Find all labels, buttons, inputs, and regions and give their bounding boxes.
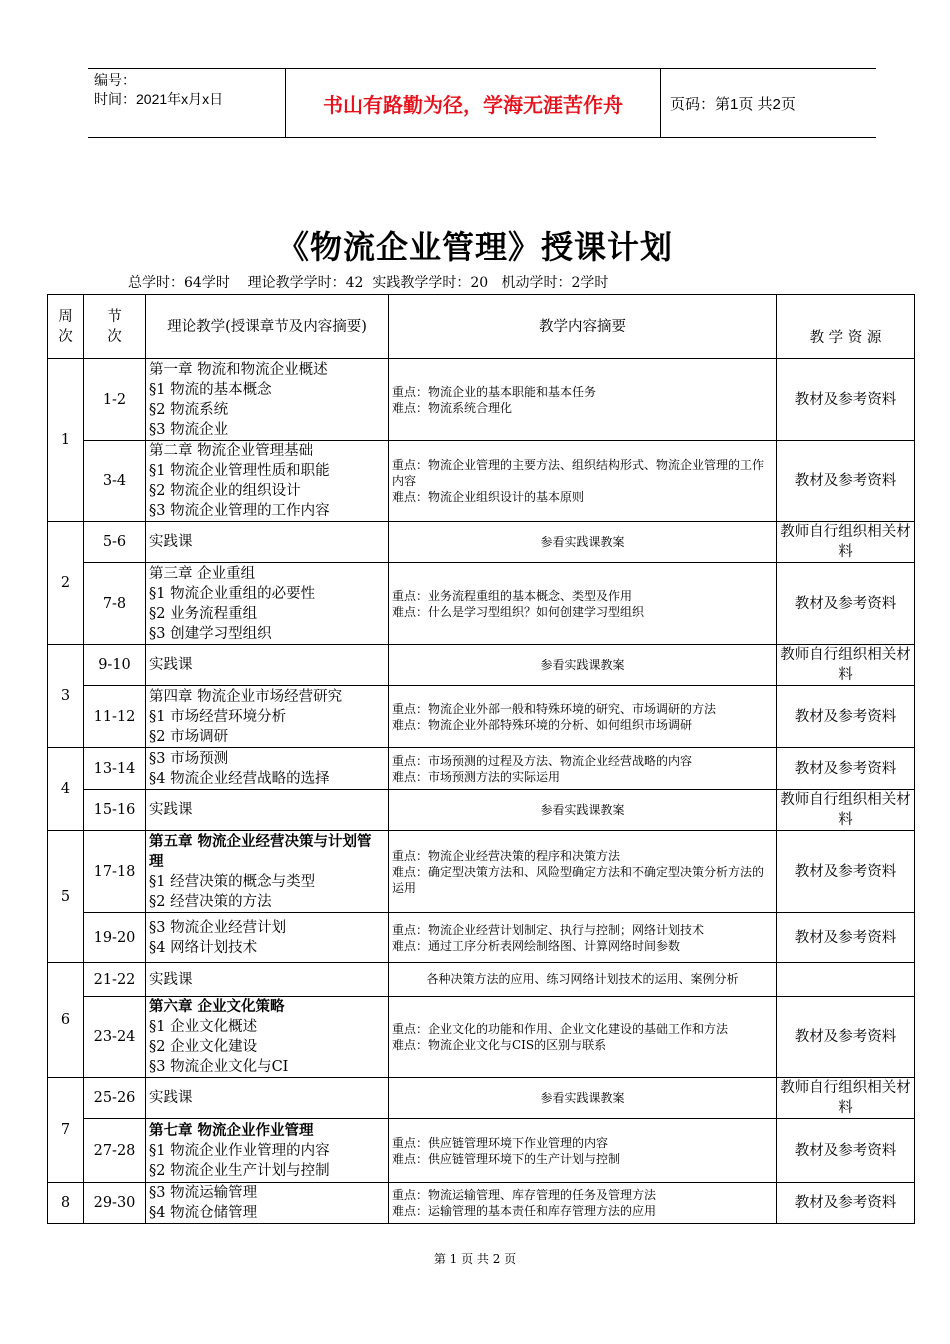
theory-cell: 实践课	[146, 790, 389, 831]
table-row	[48, 563, 915, 645]
summary-cell: 重点：物流企业经营计划制定、执行与控制；网络计划技术 难点：通过工序分析表网绘制络图、计算网络时间参数	[389, 913, 777, 963]
section-cell: 9-10	[84, 645, 146, 686]
table-row	[48, 963, 915, 997]
section-cell: 11-12	[84, 686, 146, 748]
resources-cell: 教材及参考资料	[777, 913, 915, 963]
theory-cell: 实践课	[146, 522, 389, 563]
week-cell: 1	[48, 359, 84, 522]
resources-cell: 教材及参考资料	[777, 831, 915, 913]
summary-cell: 重点：业务流程重组的基本概念、类型及作用 难点：什么是学习型组织？如何创建学习型组织	[389, 563, 777, 645]
theory-cell: 实践课	[146, 1078, 389, 1119]
header-section: 节 次	[84, 295, 146, 359]
summary-cell: 重点：市场预测的过程及方法、物流企业经营战略的内容 难点：市场预测方法的实际运用	[389, 748, 777, 790]
header-page-number: 页码：第1页 共2页	[670, 95, 796, 113]
section-cell: 15-16	[84, 790, 146, 831]
summary-cell: 参看实践课教案	[389, 1078, 777, 1119]
theory-cell: 实践课	[146, 645, 389, 686]
resources-cell	[777, 963, 915, 997]
section-cell: 17-18	[84, 831, 146, 913]
table-row	[48, 831, 915, 913]
theory-cell: 第三章 企业重组 §1 物流企业重组的必要性 §2 业务流程重组 §3 创建学习型组织	[146, 563, 389, 645]
theory-cell: §3 物流运输管理 §4 物流仓储管理	[146, 1183, 389, 1224]
section-cell: 5-6	[84, 522, 146, 563]
summary-cell: 重点：物流企业经营决策的程序和决策方法 难点：确定型决策方法和、风险型确定方法和不确定型决策分析方法的运用	[389, 831, 777, 913]
table-header-row	[48, 295, 915, 359]
section-cell: 29-30	[84, 1183, 146, 1224]
header-resources: 教 学 资 源	[777, 295, 915, 359]
section-cell: 27-28	[84, 1119, 146, 1183]
table-row	[48, 997, 915, 1078]
table-row	[48, 359, 915, 441]
resources-cell: 教材及参考资料	[777, 563, 915, 645]
resources-cell: 教材及参考资料	[777, 748, 915, 790]
summary-cell: 参看实践课教案	[389, 522, 777, 563]
section-cell: 25-26	[84, 1078, 146, 1119]
week-cell: 7	[48, 1078, 84, 1183]
resources-cell: 教材及参考资料	[777, 997, 915, 1078]
week-cell: 4	[48, 748, 84, 831]
theory-cell: 第四章 物流企业市场经营研究 §1 市场经营环境分析 §2 市场调研	[146, 686, 389, 748]
page-title: 《物流企业管理》授课计划	[276, 228, 673, 266]
section-cell: 21-22	[84, 963, 146, 997]
table-row	[48, 790, 915, 831]
header-meta	[88, 69, 286, 137]
hours-summary: 总学时：64学时 理论教学学时：42 实践教学学时：20 机动学时：2学时	[128, 275, 609, 291]
summary-cell: 参看实践课教案	[389, 645, 777, 686]
table-row	[48, 748, 915, 790]
teaching-plan-table	[47, 294, 915, 1224]
section-cell: 1-2	[84, 359, 146, 441]
resources-cell: 教师自行组织相关材料	[777, 645, 915, 686]
table-row	[48, 913, 915, 963]
section-cell: 13-14	[84, 748, 146, 790]
resources-cell: 教师自行组织相关材料	[777, 1078, 915, 1119]
table-row	[48, 645, 915, 686]
week-cell: 2	[48, 522, 84, 645]
header-motto: 书山有路勤为径，学海无涯苦作舟	[286, 69, 661, 137]
resources-cell: 教师自行组织相关材料	[777, 790, 915, 831]
document-header	[88, 68, 876, 138]
section-cell: 7-8	[84, 563, 146, 645]
header-week: 周 次	[48, 295, 84, 359]
resources-cell: 教师自行组织相关材料	[777, 522, 915, 563]
summary-cell: 重点：物流运输管理、库存管理的任务及管理方法 难点：运输管理的基本责任和库存管理方法的应用	[389, 1183, 777, 1224]
resources-cell: 教材及参考资料	[777, 359, 915, 441]
page-footer: 第 1 页 共 2 页	[433, 1252, 517, 1266]
summary-cell: 参看实践课教案	[389, 790, 777, 831]
theory-cell: 第五章 物流企业经营决策与计划管理 §1 经营决策的概念与类型 §2 经营决策的方法	[146, 831, 389, 913]
summary-cell: 重点：企业文化的功能和作用、企业文化建设的基础工作和方法 难点：物流企业文化与CIS的区别与联系	[389, 997, 777, 1078]
resources-cell: 教材及参考资料	[777, 1119, 915, 1183]
table-row	[48, 441, 915, 522]
table-row	[48, 1119, 915, 1183]
section-cell: 19-20	[84, 913, 146, 963]
resources-cell: 教材及参考资料	[777, 1183, 915, 1224]
week-cell: 5	[48, 831, 84, 963]
summary-cell: 各种决策方法的应用、练习网络计划技术的运用、案例分析	[389, 963, 777, 997]
chapter-title: 第七章 物流企业作业管理	[149, 1121, 314, 1139]
theory-cell: 第七章 物流企业作业管理 §1 物流企业作业管理的内容 §2 物流企业生产计划与控制	[146, 1119, 389, 1183]
chapter-title: 第五章 物流企业经营决策与计划管理	[149, 832, 372, 870]
summary-cell: 重点：物流企业的基本职能和基本任务 难点：物流系统合理化	[389, 359, 777, 441]
week-cell: 3	[48, 645, 84, 748]
summary-cell: 重点：供应链管理环境下作业管理的内容 难点：供应链管理环境下的生产计划与控制	[389, 1119, 777, 1183]
header-summary: 教学内容摘要	[389, 295, 777, 359]
theory-cell: §3 物流企业经营计划 §4 网络计划技术	[146, 913, 389, 963]
table-row	[48, 686, 915, 748]
theory-cell: 第六章 企业文化策略 §1 企业文化概述 §2 企业文化建设 §3 物流企业文化与CI	[146, 997, 389, 1078]
table-row	[48, 522, 915, 563]
resources-cell: 教材及参考资料	[777, 686, 915, 748]
week-cell: 6	[48, 963, 84, 1078]
theory-cell: §3 市场预测 §4 物流企业经营战略的选择	[146, 748, 389, 790]
theory-cell: 第一章 物流和物流企业概述 §1 物流的基本概念 §2 物流系统 §3 物流企业	[146, 359, 389, 441]
table-row	[48, 1078, 915, 1119]
resources-cell: 教材及参考资料	[777, 441, 915, 522]
section-cell: 23-24	[84, 997, 146, 1078]
header-theory: 理论教学(授课章节及内容摘要)	[146, 295, 389, 359]
summary-cell: 重点：物流企业管理的主要方法、组织结构形式、物流企业管理的工作内容 难点：物流企业组织设计的基本原则	[389, 441, 777, 522]
chapter-title: 第六章 企业文化策略	[149, 998, 285, 1015]
section-cell: 3-4	[84, 441, 146, 522]
theory-cell: 第二章 物流企业管理基础 §1 物流企业管理性质和职能 §2 物流企业的组织设计 §3 物流企业管理的工作内容	[146, 441, 389, 522]
theory-cell: 实践课	[146, 963, 389, 997]
time-label: 时间：2021年x月x日	[94, 91, 224, 107]
number-label: 编号：	[94, 72, 136, 88]
table-row	[48, 1183, 915, 1224]
summary-cell: 重点：物流企业外部一般和特殊环境的研究、市场调研的方法 难点：物流企业外部特殊环境的分析、如何组织市场调研	[389, 686, 777, 748]
week-cell: 8	[48, 1183, 84, 1224]
